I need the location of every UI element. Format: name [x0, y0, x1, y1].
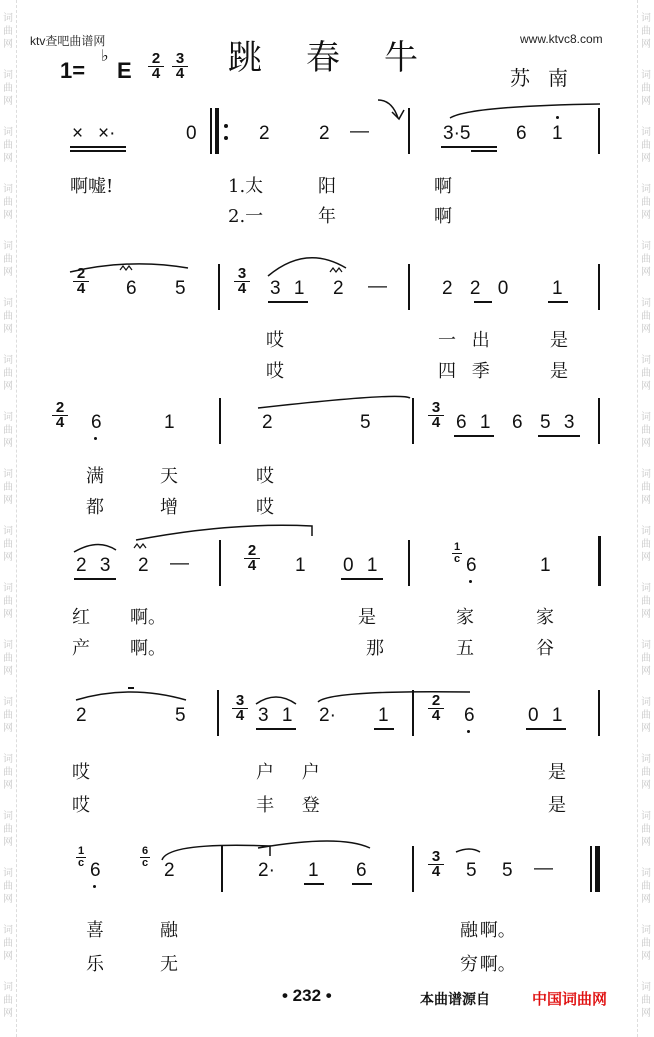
- side-watermark-text: 词 曲 网: [641, 526, 651, 563]
- lyric: 哎: [256, 466, 274, 487]
- grace-num: 6: [141, 845, 149, 857]
- ornament-mordent: [330, 268, 342, 272]
- lyric: 阳: [318, 176, 336, 197]
- lyric: 融: [160, 920, 178, 941]
- note: 1: [552, 123, 563, 144]
- ts-den: 4: [76, 280, 86, 297]
- lyric: 是: [358, 607, 376, 628]
- note: 6: [126, 278, 137, 299]
- note: 2: [333, 278, 344, 299]
- note: 1: [540, 555, 551, 576]
- side-watermark-text: 词 曲 网: [641, 811, 651, 848]
- grace-den: c: [141, 857, 149, 869]
- note: 5: [502, 860, 513, 881]
- slur: [136, 525, 312, 540]
- lyric: 哎: [72, 795, 90, 816]
- note: ×·: [98, 123, 116, 144]
- lyric: 乐: [86, 954, 104, 975]
- ts-num: 3: [428, 850, 444, 865]
- side-watermark-text: 词 曲 网: [3, 355, 13, 392]
- lyric: 啊嘘!: [70, 176, 114, 197]
- lyric: 四 季: [438, 361, 490, 382]
- grace-num: 1: [77, 845, 85, 857]
- note: 2: [319, 123, 330, 144]
- slur: [258, 841, 370, 848]
- lyric: 丰 登: [256, 795, 320, 816]
- side-watermark-text: 词 曲 网: [3, 697, 13, 734]
- side-watermark-text: 词 曲 网: [3, 184, 13, 221]
- meter-b-den: 4: [175, 65, 185, 82]
- lyric: 哎: [72, 762, 90, 783]
- side-watermark-text: 词 曲 网: [641, 583, 651, 620]
- volta-bracket: [450, 104, 600, 118]
- meter-a-num: 2: [148, 52, 164, 67]
- lyric: 年: [318, 206, 336, 227]
- ts-num: 2: [52, 401, 68, 416]
- side-watermark-text: 词 曲 网: [3, 526, 13, 563]
- grace-den: c: [453, 553, 461, 565]
- lyric: 啊: [434, 206, 452, 227]
- note: ×: [72, 123, 84, 144]
- note: 3 1: [258, 705, 297, 726]
- lyric: 增: [160, 497, 178, 518]
- note: 6: [90, 860, 101, 881]
- lyric: 啊。: [130, 638, 166, 659]
- note: 2·: [258, 860, 275, 881]
- side-watermark-text: 词 曲 网: [641, 241, 651, 278]
- side-watermark-text: 词 曲 网: [3, 469, 13, 506]
- note: 5: [360, 412, 371, 433]
- note: 2: [262, 412, 273, 433]
- lyric: 喜: [86, 920, 104, 941]
- side-watermark-text: 词 曲 网: [3, 583, 13, 620]
- lyric: 谷: [536, 638, 554, 659]
- lyric: 产: [72, 638, 90, 659]
- lyric: 户 户: [256, 762, 320, 783]
- note: 1: [378, 705, 389, 726]
- dash: —: [368, 276, 387, 297]
- note: 5: [175, 278, 186, 299]
- lyric: 家: [536, 607, 554, 628]
- note: 2: [164, 860, 175, 881]
- ts-num: 2: [244, 544, 260, 559]
- side-watermark-text: 词 曲 网: [3, 127, 13, 164]
- lyric: 哎: [256, 497, 274, 518]
- note: 2: [76, 705, 87, 726]
- ts-den: 4: [55, 414, 65, 431]
- song-title: 跳春牛: [228, 38, 462, 78]
- lyric: 穷 啊。: [460, 954, 516, 975]
- ts-num: 2: [428, 694, 444, 709]
- ts-den: 4: [431, 707, 441, 724]
- side-watermark-text: 词 曲 网: [641, 70, 651, 107]
- note: 2: [259, 123, 270, 144]
- note: 2: [138, 555, 149, 576]
- note: 5: [175, 705, 186, 726]
- grace-den: c: [77, 857, 85, 869]
- slur: [256, 697, 296, 704]
- watermark-left: ktv查吧曲谱网: [30, 34, 106, 48]
- side-watermark-text: 词 曲 网: [641, 982, 651, 1019]
- song-origin: 苏南: [510, 66, 586, 90]
- dash: —: [534, 858, 553, 879]
- side-watermark-text: 词 曲 网: [641, 754, 651, 791]
- lyric: 满: [86, 466, 104, 487]
- note: 6: [516, 123, 527, 144]
- ts-den: 4: [235, 707, 245, 724]
- lyric: 天: [160, 466, 178, 487]
- side-watermark-text: 词 曲 网: [3, 241, 13, 278]
- lyric: 都: [86, 497, 104, 518]
- ornament-mordent: [120, 266, 132, 270]
- note: 6: [91, 412, 102, 433]
- side-watermark-text: 词 曲 网: [3, 925, 13, 962]
- note: 3·5: [443, 123, 471, 144]
- note: 6: [464, 705, 475, 726]
- side-watermark-text: 词 曲 网: [3, 640, 13, 677]
- lyric: 融 啊。: [460, 920, 516, 941]
- lyric: 哎: [266, 361, 284, 382]
- side-watermark-text: 词 曲 网: [641, 640, 651, 677]
- side-watermark-text: 词 曲 网: [641, 412, 651, 449]
- slur: [318, 692, 470, 702]
- lyric: 是: [550, 361, 568, 382]
- side-watermark-text: 词 曲 网: [3, 754, 13, 791]
- ts-num: 3: [234, 267, 250, 282]
- lyric: 啊: [434, 176, 452, 197]
- ts-den: 4: [247, 557, 257, 574]
- lyric: 1.太: [228, 176, 264, 197]
- lyric: 五: [456, 638, 474, 659]
- page-number: • 232 •: [282, 986, 332, 1005]
- ts-num: 3: [428, 401, 444, 416]
- note: 2 3: [76, 555, 115, 576]
- side-watermark-text: 词 曲 网: [3, 13, 13, 50]
- lyric: 是: [550, 330, 568, 351]
- note: 2·: [319, 705, 336, 726]
- note: 1: [164, 412, 175, 433]
- note: 6: [512, 412, 523, 433]
- note: 1: [308, 860, 319, 881]
- side-watermark-text: 词 曲 网: [3, 298, 13, 335]
- side-watermark-text: 词 曲 网: [641, 355, 651, 392]
- side-watermark-text: 词 曲 网: [641, 697, 651, 734]
- lyric: 是: [548, 762, 566, 783]
- lyric: 一 出: [438, 330, 490, 351]
- note: 0 1: [343, 555, 382, 576]
- volta-arrow-head: [392, 110, 404, 119]
- slur: [74, 544, 116, 552]
- lyric: 哎: [266, 330, 284, 351]
- ts-num: 3: [232, 694, 248, 709]
- note: 6 1: [456, 412, 495, 433]
- side-watermark-text: 词 曲 网: [641, 925, 651, 962]
- side-watermark-text: 词 曲 网: [3, 412, 13, 449]
- side-watermark-text: 词 曲 网: [641, 13, 651, 50]
- dash: —: [170, 553, 189, 574]
- side-watermark-text: 词 曲 网: [641, 184, 651, 221]
- side-watermark-text: 词 曲 网: [3, 868, 13, 905]
- watermark-right: www.ktvc8.com: [520, 32, 603, 46]
- note: 3 1: [270, 278, 309, 299]
- ts-den: 4: [431, 863, 441, 880]
- ts-den: 4: [431, 414, 441, 431]
- slur: [162, 845, 270, 860]
- side-watermark-text: 词 曲 网: [641, 298, 651, 335]
- key-label: 1=: [60, 58, 86, 83]
- ornament-mordent: [134, 544, 146, 548]
- source-label: 本曲谱源自: [420, 992, 490, 1008]
- slur: [258, 396, 410, 408]
- lyric: 啊。: [130, 607, 166, 628]
- key-note: E: [117, 58, 132, 83]
- side-watermark-text: 词 曲 网: [641, 127, 651, 164]
- side-watermark-text: 词 曲 网: [641, 469, 651, 506]
- key-flat: ♭: [101, 46, 109, 65]
- note: 5 3: [540, 412, 579, 433]
- lyric: 红: [72, 607, 90, 628]
- lyric: 2.一: [228, 206, 264, 227]
- slur: [268, 258, 346, 276]
- slur: [456, 849, 480, 852]
- ts-num: 2: [73, 267, 89, 282]
- note: 0 1: [528, 705, 567, 726]
- note: 5: [466, 860, 477, 881]
- lyric: 那: [366, 638, 384, 659]
- meter-a-den: 4: [151, 65, 161, 82]
- ts-den: 4: [237, 280, 247, 297]
- note: 1: [552, 278, 563, 299]
- note: 2 2 0: [442, 278, 509, 299]
- lyric: 无: [160, 954, 178, 975]
- side-watermark-text: 词 曲 网: [3, 982, 13, 1019]
- slur: [76, 692, 186, 700]
- lyric: 家: [456, 607, 474, 628]
- side-watermark-text: 词 曲 网: [3, 811, 13, 848]
- note: 1: [295, 555, 306, 576]
- note: 6: [466, 555, 477, 576]
- side-watermark-text: 词 曲 网: [3, 70, 13, 107]
- dash: —: [350, 121, 369, 142]
- grace-num: 1: [453, 541, 461, 553]
- note: 6: [356, 860, 367, 881]
- lyric: 是: [548, 795, 566, 816]
- side-watermark-text: 词 曲 网: [641, 868, 651, 905]
- meter-b-num: 3: [172, 52, 188, 67]
- note: 0: [186, 123, 197, 144]
- source-site: 中国词曲网: [532, 990, 608, 1008]
